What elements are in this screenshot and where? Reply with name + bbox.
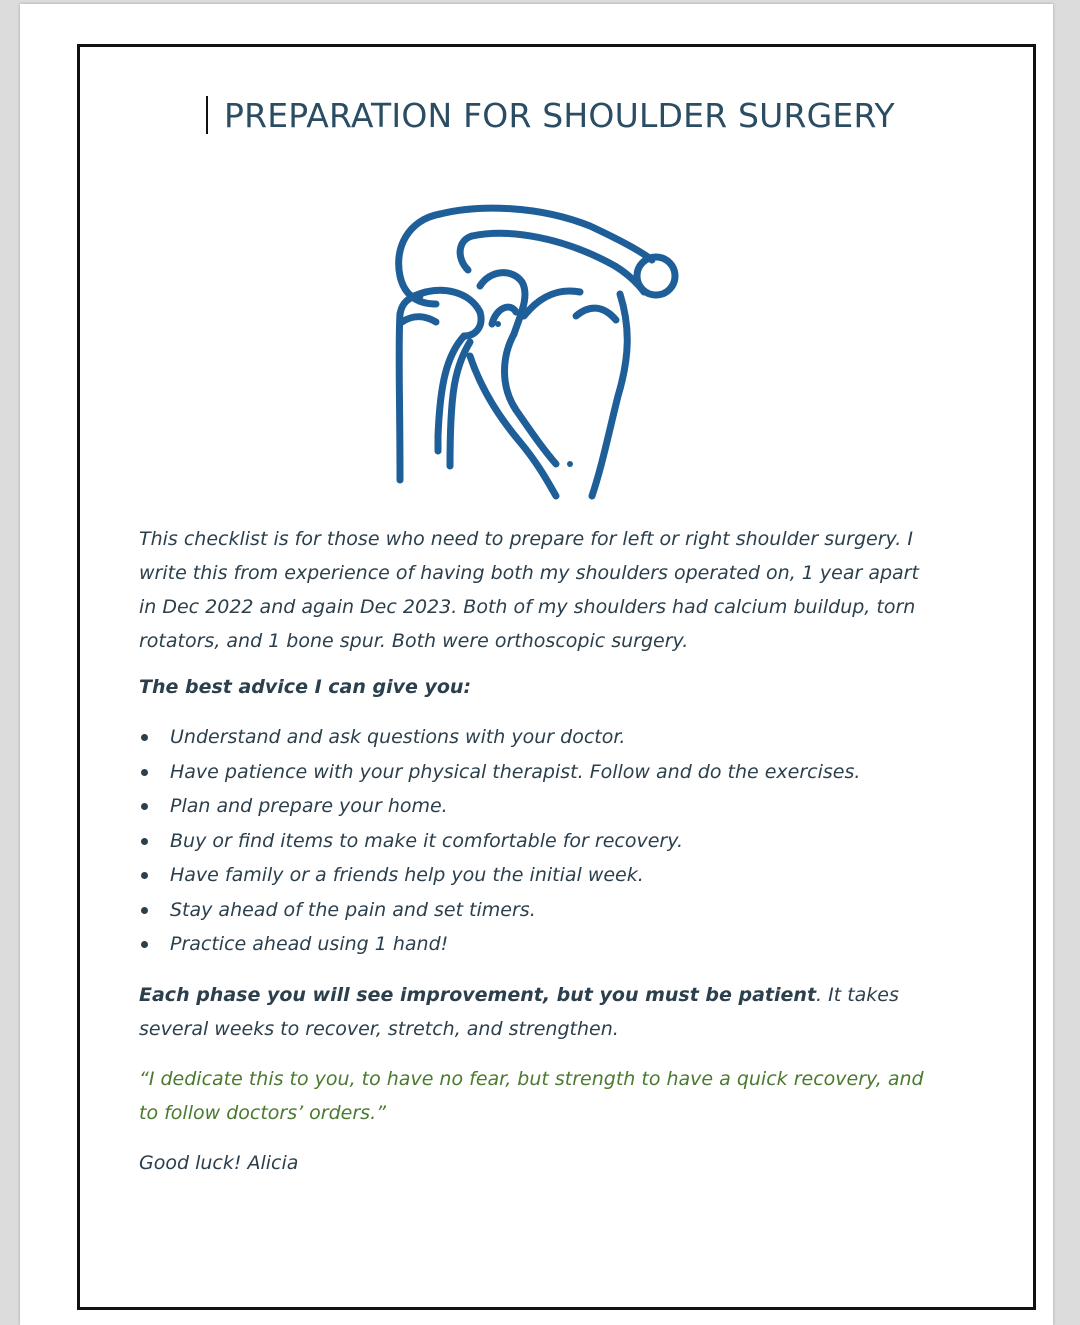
list-item-text: Have family or a friends help you the initial week. bbox=[170, 864, 644, 886]
bullet-icon bbox=[141, 907, 148, 914]
list-item bbox=[139, 893, 939, 928]
list-item-text: Have patience with your physical therapist. Follow and do the exercises. bbox=[170, 760, 861, 783]
list-item-text: Plan and prepare your home. bbox=[170, 795, 448, 817]
list-item bbox=[139, 824, 939, 859]
bullet-icon bbox=[141, 734, 148, 741]
text-cursor bbox=[206, 96, 208, 134]
shoulder-joint-icon bbox=[380, 196, 690, 501]
bullet-icon bbox=[141, 941, 148, 948]
document-body bbox=[139, 522, 939, 1180]
list-item bbox=[139, 755, 939, 790]
list-item-text: Stay ahead of the pain and set timers. bbox=[170, 898, 536, 921]
list-item bbox=[139, 858, 939, 893]
phase-text: . It takes several weeks to recover, stretch, and strengthen. bbox=[139, 983, 899, 1040]
list-item bbox=[139, 720, 939, 755]
list-item-text: Buy or find items to make it comfortable for recovery. bbox=[170, 829, 684, 852]
phase-emphasis: Each phase you will see improvement, but you must be patient bbox=[139, 983, 817, 1006]
signoff: Good luck! Alicia bbox=[139, 1151, 299, 1174]
bullet-icon bbox=[141, 769, 148, 776]
advice-heading: The best advice I can give you: bbox=[139, 676, 472, 698]
phase-paragraph bbox=[139, 978, 939, 1046]
bullet-icon bbox=[141, 838, 148, 845]
page-title: PREPARATION FOR SHOULDER SURGERY bbox=[224, 96, 895, 135]
list-item-text: Understand and ask questions with your doctor. bbox=[170, 726, 626, 748]
list-item bbox=[139, 927, 939, 962]
list-item-text: Practice ahead using 1 hand! bbox=[170, 933, 449, 955]
bullet-icon bbox=[141, 872, 148, 879]
advice-list bbox=[139, 720, 939, 962]
list-item bbox=[139, 789, 939, 824]
bullet-icon bbox=[141, 803, 148, 810]
dedication-quote: “I dedicate this to you, to have no fear, but strength to have a quick recovery, and to follow doctors’ orders.” bbox=[139, 1067, 924, 1124]
intro-paragraph: This checklist is for those who need to prepare for left or right shoulder surgery. I write this from experience of having both my shoulders operated on, 1 year apart in Dec 2022 and again Dec 2023. Both of my shoulders had calcium buildup, torn rotators, and 1 bone spur. Both were orthoscopic surgery. bbox=[139, 528, 919, 652]
